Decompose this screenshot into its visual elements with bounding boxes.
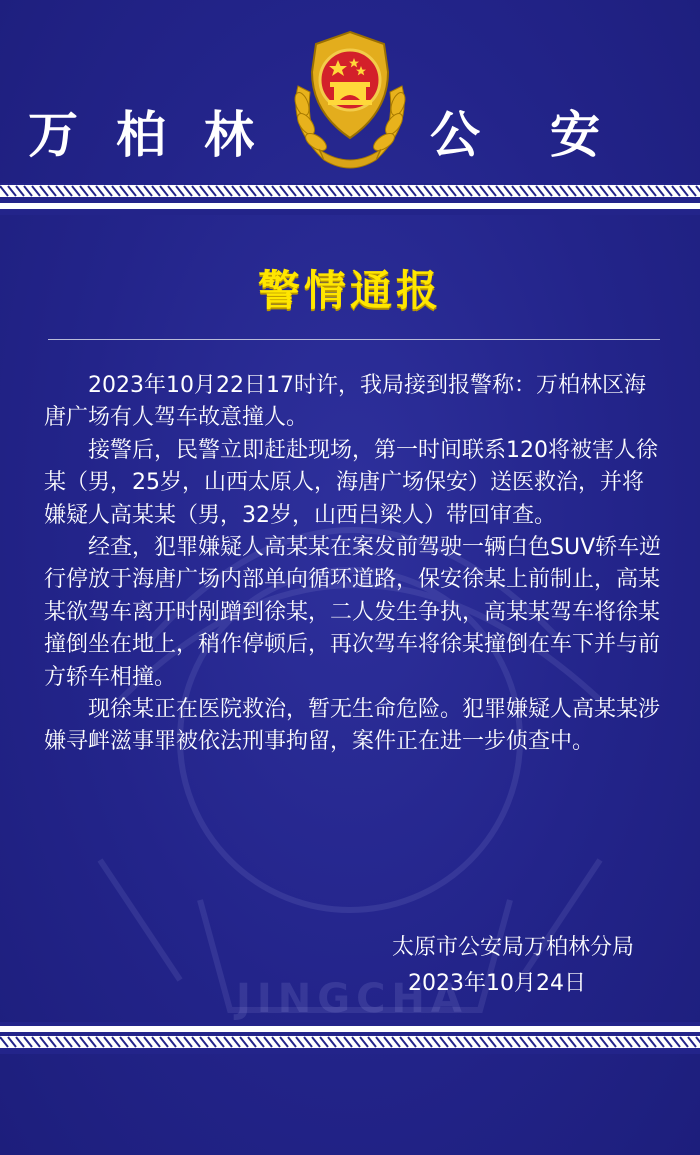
header-left-text: 万柏林 — [28, 105, 292, 164]
title-divider — [48, 339, 660, 340]
header-right-text: 公安 — [430, 105, 670, 164]
footer-divider-band — [0, 1022, 700, 1054]
signature-organization: 太原市公安局万柏林分局 — [391, 935, 634, 960]
signature-date: 2023年10月24日 — [408, 971, 586, 996]
notice-paragraph-4: 现徐某正在医院救治，暂无生命危险。犯罪嫌疑人高某某涉嫌寻衅滋事罪被依法刑事拘留，案件正在进一步侦查中。 — [44, 697, 661, 755]
notice-body — [44, 370, 662, 759]
notice-paragraph-2: 接警后，民警立即赶赴现场，第一时间联系120将被害人徐某（男，25岁，山西太原人，海唐广场保安）送医救治，并将嫌疑人高某某（男，32岁，山西吕梁人）带回审查。 — [44, 437, 658, 528]
header-divider-band — [0, 183, 700, 215]
notice-paragraph-1: 2023年10月22日17时许，我局接到报警称：万柏林区海唐广场有人驾车故意撞人。 — [44, 373, 646, 431]
notice-paragraph-3: 经查，犯罪嫌疑人高某某在案发前驾驶一辆白色SUV轿车逆行停放于海唐广场内部单向循环道路，保安徐某上前制止，高某某欲驾车离开时剐蹭到徐某，二人发生争执，高某某驾车将徐某撞倒坐在地上，稍作停顿后，再次驾车将徐某撞倒在车下并与前方轿车相撞。 — [44, 535, 662, 690]
police-emblem-icon — [284, 26, 416, 170]
notice-title: 警情通报 — [257, 266, 442, 315]
